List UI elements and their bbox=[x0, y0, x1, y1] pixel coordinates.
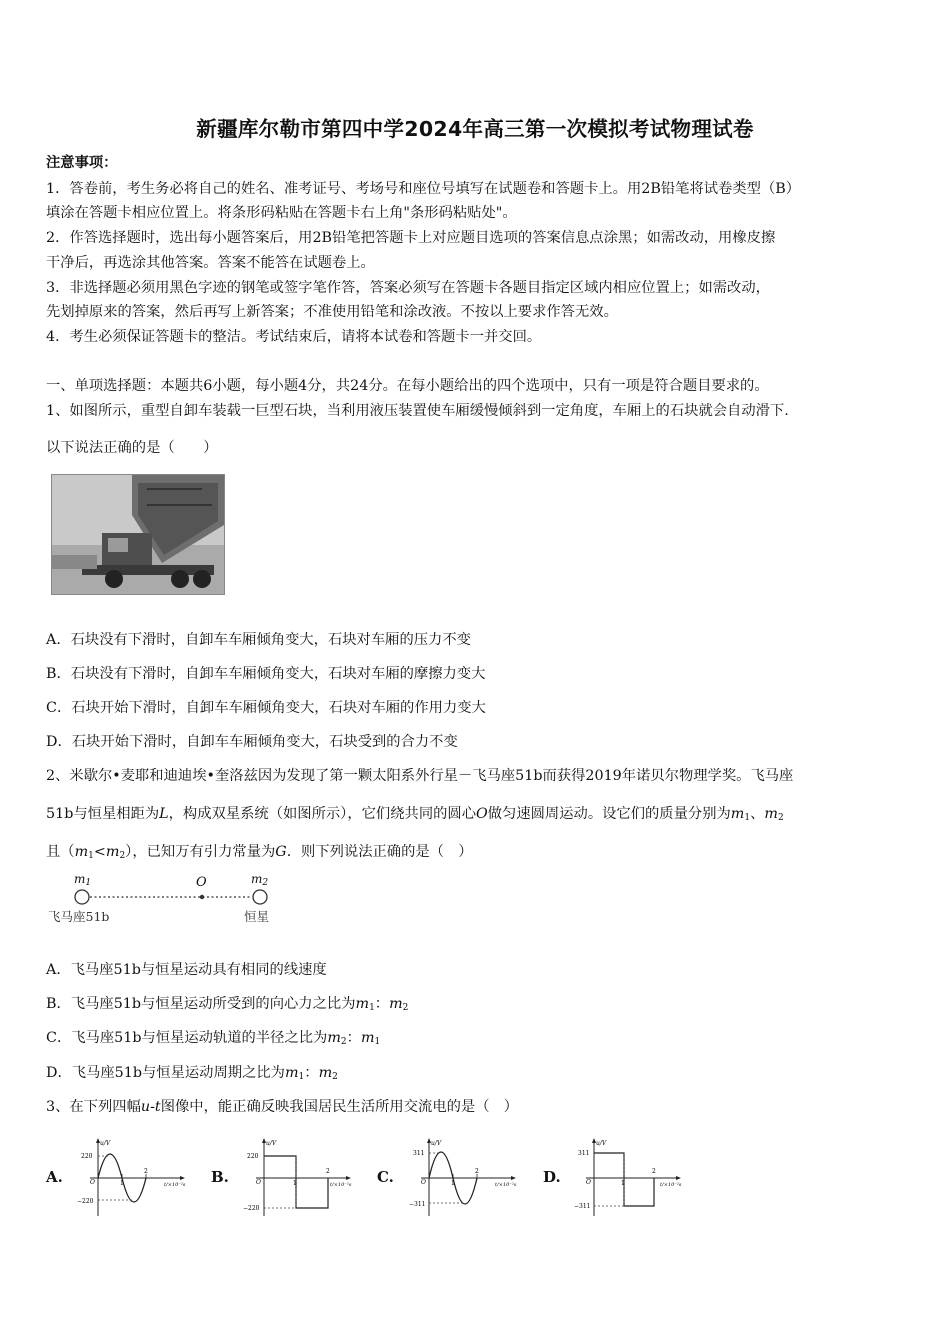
graph-d bbox=[566, 1136, 686, 1225]
notice-line: 4．考生必须保证答题卡的整洁。考试结束后，请将本试卷和答题卡一并交回。 bbox=[46, 329, 542, 345]
axis-label-t: t/×10⁻²s bbox=[660, 1182, 682, 1188]
q1-option-a: A．石块没有下滑时，自卸车车厢倾角变大，石块对车厢的压力不变 bbox=[46, 632, 471, 648]
neg-label: −311 bbox=[409, 1201, 426, 1208]
tick-1: 1 bbox=[621, 1180, 625, 1187]
axis-label-t: t/×10⁻²s bbox=[330, 1182, 352, 1188]
tick-1: 1 bbox=[293, 1180, 297, 1187]
q1-option-d: D．石块开始下滑时，自卸车车厢倾角变大，石块受到的合力不变 bbox=[46, 734, 458, 750]
tick-1: 1 bbox=[451, 1180, 455, 1187]
planet-label: 飞马座51b bbox=[48, 909, 110, 924]
q1-stem-2: 以下说法正确的是（ ） bbox=[46, 440, 218, 456]
axis-label-u: u/V bbox=[100, 1140, 111, 1147]
origin-label: O bbox=[256, 1179, 261, 1186]
origin-label: O bbox=[90, 1179, 95, 1186]
graph-b bbox=[236, 1136, 356, 1225]
q2-option-b: B．飞马座51b与恒星运动所受到的向心力之比为$m_1$：$m_2$ bbox=[46, 996, 409, 1013]
q3-option-a-label: A. bbox=[46, 1168, 63, 1186]
page-title: 新疆库尔勒市第四中学2024年高三第一次模拟考试物理试卷 bbox=[196, 117, 754, 141]
q2-option-a: A．飞马座51b与恒星运动具有相同的线速度 bbox=[46, 962, 327, 978]
q2-stem-2: 51b与恒星相距为L，构成双星系统（如图所示），它们绕共同的圆心O做匀速圆周运动。设它们的质量分别为$m_1$、$m_2$ bbox=[46, 806, 784, 823]
center-o-label: O bbox=[196, 875, 207, 890]
q3-option-d-label: D. bbox=[543, 1168, 561, 1186]
section-heading: 一、单项选择题：本题共6小题，每小题4分，共24分。在每小题给出的四个选项中，只有一项是符合题目要求的。 bbox=[46, 378, 769, 394]
q1-option-c: C．石块开始下滑时，自卸车车厢倾角变大，石块对车厢的作用力变大 bbox=[46, 700, 486, 716]
m2-label: $m_2$ bbox=[251, 872, 269, 888]
q3-option-b-label: B. bbox=[211, 1168, 229, 1186]
notice-line: 1．答卷前，考生务必将自己的姓名、准考证号、考场号和座位号填写在试题卷和答题卡上。用2B铅笔将试卷类型（B） bbox=[46, 181, 801, 197]
notice-line: 3．非选择题必须用黑色字迹的钢笔或签字笔作答，答案必须写在答题卡各题目指定区域内相应位置上；如需改动， bbox=[46, 280, 770, 296]
notice-line: 2．作答选择题时，选出每小题答案后，用2B铅笔把答题卡上对应题目选项的答案信息点涂黑；如需改动，用橡皮擦 bbox=[46, 230, 776, 246]
peak-label: 311 bbox=[413, 1150, 425, 1157]
dump-truck-photo bbox=[51, 474, 225, 595]
graph-a bbox=[70, 1136, 190, 1225]
m1-label: $m_1$ bbox=[74, 872, 92, 888]
q2-option-d: D．飞马座51b与恒星运动周期之比为$m_1$：$m_2$ bbox=[46, 1065, 338, 1082]
tick-2: 2 bbox=[326, 1168, 330, 1175]
notice-heading: 注意事项： bbox=[46, 155, 118, 171]
peak-label: 311 bbox=[578, 1150, 590, 1157]
q2-stem-3: 且$(m_1<m_2)$，已知万有引力常量为G．则下列说法正确的是（ ） bbox=[46, 844, 473, 861]
neg-label: −311 bbox=[574, 1203, 591, 1210]
q1-stem: 1、如图所示，重型自卸车装载一巨型石块，当利用液压装置使车厢缓慢倾斜到一定角度，车厢上的石块就会自动滑下. bbox=[46, 403, 789, 419]
axis-label-u: u/V bbox=[266, 1140, 277, 1147]
notice-line: 先划掉原来的答案，然后再写上新答案；不准使用铅笔和涂改液。不按以上要求作答无效。 bbox=[46, 304, 618, 320]
peak-label: 220 bbox=[81, 1153, 93, 1160]
q3-stem: 3、在下列四幅u-t图像中，能正确反映我国居民生活所用交流电的是（ ） bbox=[46, 1099, 519, 1115]
q2-stem: 2、米歇尔•麦耶和迪迪埃•奎洛兹因为发现了第一颗太阳系外行星－飞马座51b而获得2019年诺贝尔物理学奖。飞马座 bbox=[46, 768, 794, 784]
tick-2: 2 bbox=[144, 1168, 148, 1175]
q3-option-c-label: C. bbox=[377, 1168, 394, 1186]
tick-1: 1 bbox=[120, 1180, 124, 1187]
notice-line: 干净后，再选涂其他答案。答案不能答在试题卷上。 bbox=[46, 255, 375, 271]
neg-label: −220 bbox=[77, 1198, 94, 1205]
axis-label-t: t/×10⁻²s bbox=[495, 1182, 517, 1188]
tick-2: 2 bbox=[475, 1168, 479, 1175]
origin-label: O bbox=[421, 1179, 426, 1186]
binary-star-diagram bbox=[46, 872, 286, 928]
notice-line: 填涂在答题卡相应位置上。将条形码粘贴在答题卡右上角"条形码粘贴处"。 bbox=[46, 205, 517, 221]
graph-c bbox=[401, 1136, 521, 1225]
tick-2: 2 bbox=[652, 1168, 656, 1175]
star-label: 恒星 bbox=[244, 909, 270, 924]
axis-label-t: t/×10⁻²s bbox=[164, 1182, 186, 1188]
axis-label-u: u/V bbox=[431, 1140, 442, 1147]
q2-option-c: C．飞马座51b与恒星运动轨道的半径之比为$m_2$：$m_1$ bbox=[46, 1030, 381, 1047]
peak-label: 220 bbox=[247, 1153, 259, 1160]
q1-option-b: B．石块没有下滑时，自卸车车厢倾角变大，石块对车厢的摩擦力变大 bbox=[46, 666, 486, 682]
axis-label-u: u/V bbox=[596, 1140, 607, 1147]
origin-label: O bbox=[586, 1179, 591, 1186]
neg-label: −220 bbox=[243, 1205, 260, 1212]
